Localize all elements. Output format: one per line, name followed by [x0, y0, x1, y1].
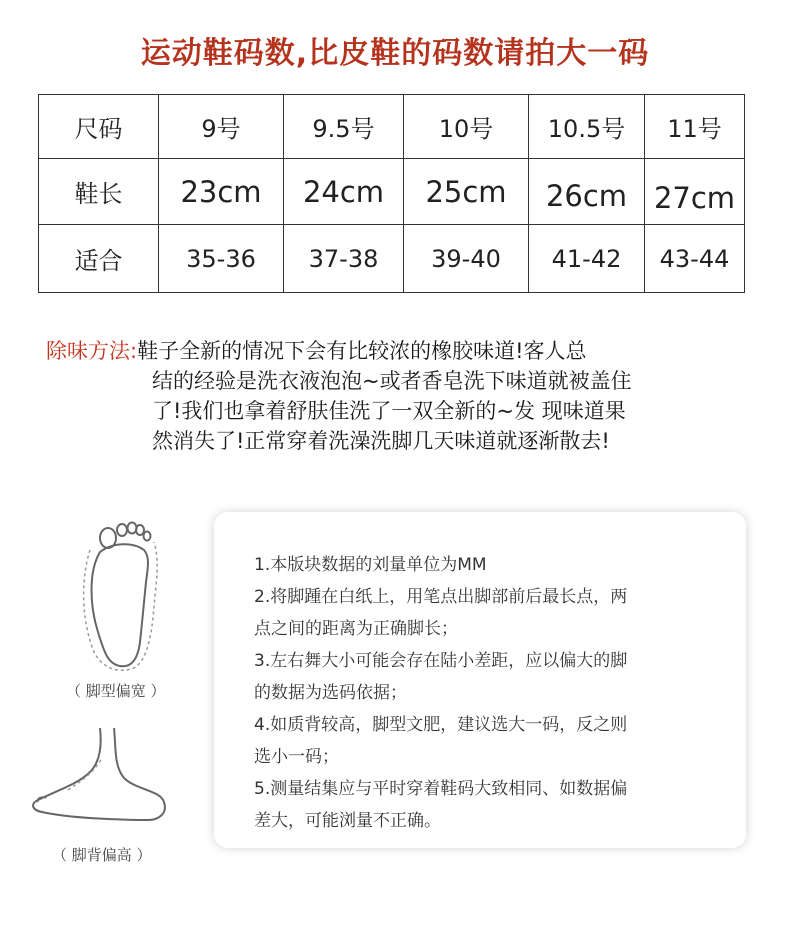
method-line: 然消失了!正常穿着洗澡洗脚几天味道就逐渐散去!: [152, 429, 610, 453]
method-line: 了!我们也拿着舒肤佳洗了一双全新的~发 现味道果: [152, 399, 626, 423]
table-cell: 35-36: [159, 225, 284, 293]
note-line: 3.左右舞大小可能会存在陆小差距，应以偏大的脚: [254, 651, 628, 671]
table-cell: 43-44: [645, 225, 745, 293]
method-line: 除味方法:鞋子全新的情况下会有比较浓的橡胶味道!客人总: [46, 339, 587, 363]
table-cell: 41-42: [529, 225, 645, 293]
table-cell: 9.5号: [284, 95, 404, 159]
note-line: 1.本版块数据的刘量单位为MM: [254, 555, 487, 575]
table-cell: 10号: [404, 95, 529, 159]
table-cell: 24cm: [284, 159, 404, 225]
foot-side-outline-icon: [28, 728, 178, 828]
foot-top-outline-icon: [78, 512, 168, 672]
table-row-length: [39, 159, 745, 225]
caption-high-instep: （ 脚背偏高 ）: [52, 846, 152, 864]
row-label: 尺码: [39, 95, 159, 159]
note-line: 的数据为选码依据；: [254, 683, 407, 703]
note-line: 点之间的距离为正确脚长；: [254, 619, 458, 639]
method-line: 结的经验是洗衣液泡泡~或者香皂洗下味道就被盖住: [152, 369, 632, 393]
caption-wide-foot: （ 脚型偏宽 ）: [66, 682, 166, 700]
page-title: 运动鞋码数,比皮鞋的码数请拍大一码: [140, 36, 650, 71]
table-cell: 25cm: [404, 159, 529, 225]
table-cell: 10.5号: [529, 95, 645, 159]
table-cell: 11号: [645, 95, 745, 159]
row-label: 鞋长: [39, 159, 159, 225]
table-cell: 27cm: [645, 159, 745, 225]
table-cell: 39-40: [404, 225, 529, 293]
note-line: 5.测量结集应与平时穿着鞋码大致相同、如数据偏: [254, 779, 628, 799]
note-line: 选小一码；: [254, 747, 339, 767]
note-line: 2.将脚踵在白纸上，用笔点出脚部前后最长点，两: [254, 587, 628, 607]
table-cell: 23cm: [159, 159, 284, 225]
note-line: 4.如质背较高，脚型文肥，建议选大一码，反之则: [254, 715, 628, 735]
table-cell: 9号: [159, 95, 284, 159]
row-label: 适合: [39, 225, 159, 293]
table-row-size: [39, 95, 745, 159]
table-cell: 26cm: [529, 159, 645, 225]
table-row-fit: [39, 225, 745, 293]
deodorize-method: [46, 336, 746, 456]
note-line: 差大，可能浏量不正确。: [254, 811, 441, 831]
table-cell: 37-38: [284, 225, 404, 293]
method-label: 除味方法:: [46, 339, 138, 363]
measurement-notes-card: [214, 512, 746, 848]
size-table: [38, 94, 745, 293]
